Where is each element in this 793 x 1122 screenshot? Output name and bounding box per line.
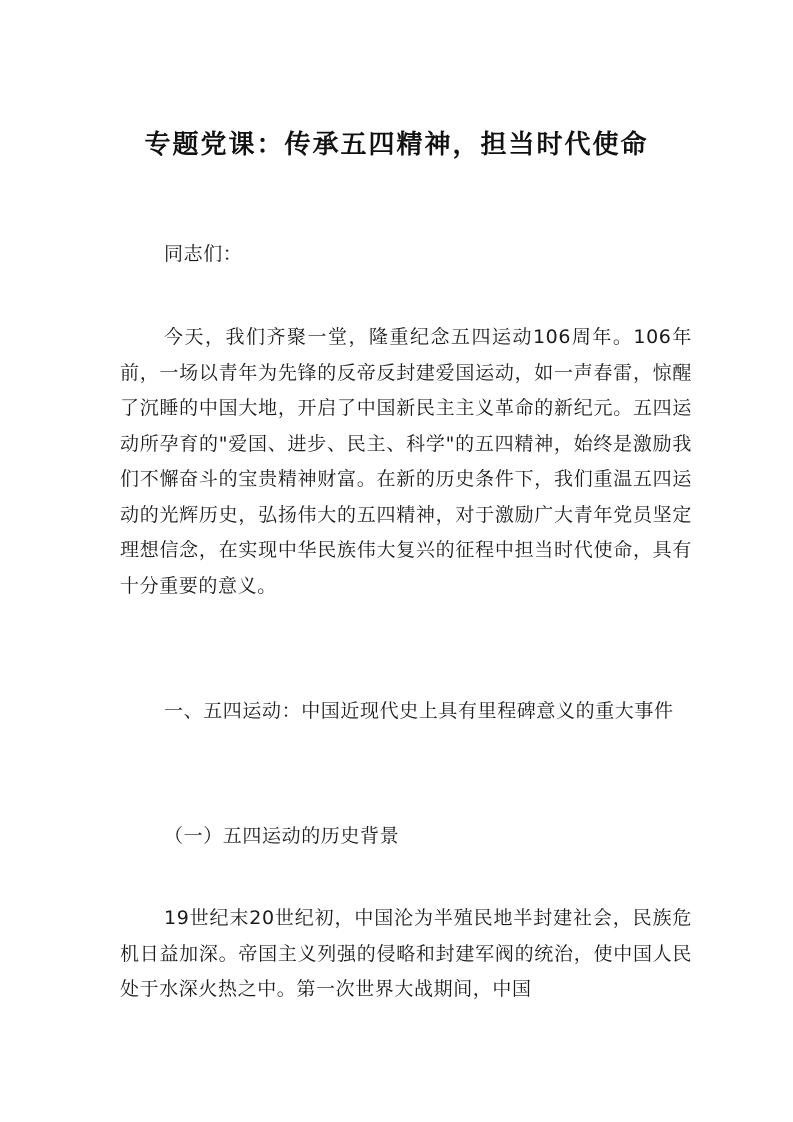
greeting: 同志们：	[164, 243, 243, 265]
document-title: 专题党课：传承五四精神，担当时代使命	[144, 130, 649, 160]
subsection-heading-1-1: （一）五四运动的历史背景	[164, 825, 400, 847]
section-heading-1: 一、五四运动：中国近现代史上具有里程碑意义的重大事件	[164, 700, 674, 722]
paragraph-background: 19世纪末20世纪初，中国沦为半殖民地半封建社会，民族危机日益加深。帝国主义列强的侵略和封建军阀的统治，使中国人民处于水深火热之中。第一次世界大战期间，中国	[120, 907, 692, 1000]
paragraph-intro: 今天，我们齐聚一堂，隆重纪念五四运动106周年。106年前，一场以青年为先锋的反帝反封建爱国运动，如一声春雷，惊醒了沉睡的中国大地，开启了中国新民主主义革命的新纪元。五四运动所孕育的"爱国、进步、民主、科学"的五四精神，始终是激励我们不懈奋斗的宝贵精神财富。在新的历史条件下，我们重温五四运动的光辉历史，弘扬伟大的五四精神，对于激励广大青年党员坚定理想信念，在实现中华民族伟大复兴的征程中担当时代使命，具有十分重要的意义。	[120, 326, 692, 597]
